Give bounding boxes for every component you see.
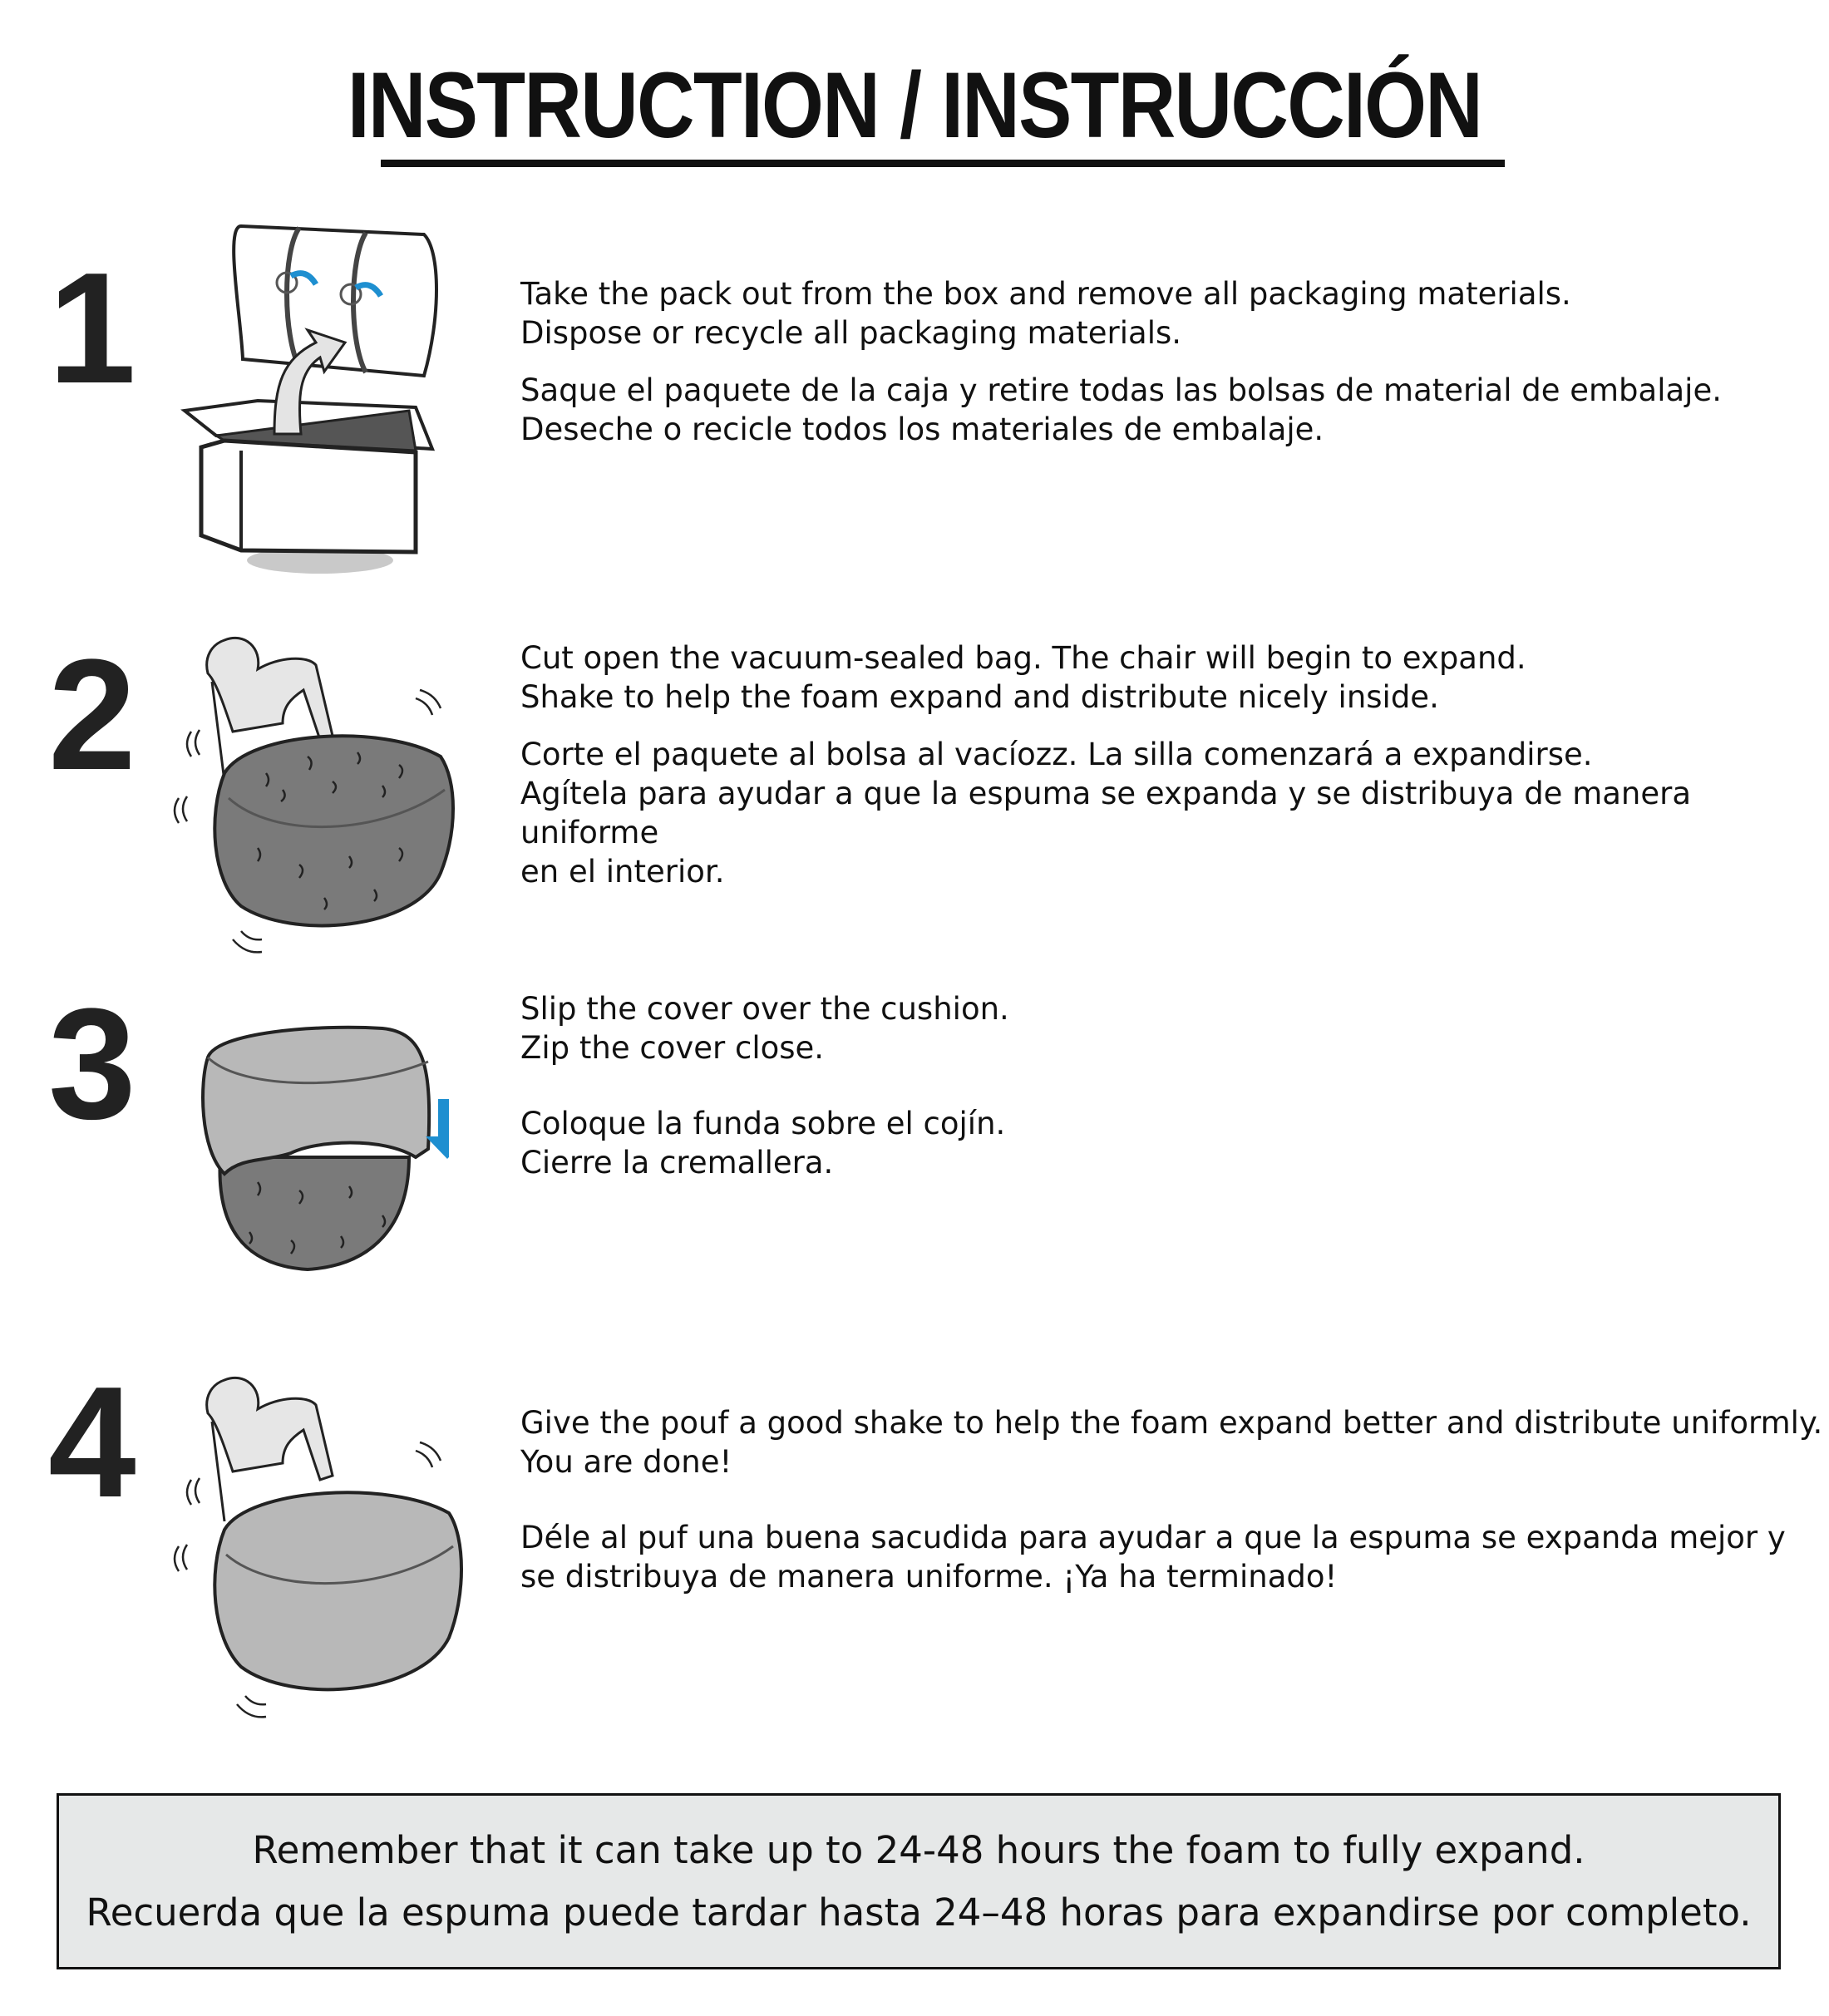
step-2-text: [520, 638, 1829, 891]
page-title: INSTRUCTION / INSTRUCCIÓN: [347, 53, 1482, 157]
step-1-number: 1: [48, 240, 133, 417]
step-1-spanish: Saque el paquete de la caja y retire todas las bolsas de material de embalaje. Deseche o recicle todos los materiales de embalaje.: [520, 372, 1722, 447]
step-4-text: [520, 1403, 1822, 1596]
cover-over-cushion-illustration-icon: [191, 1016, 449, 1282]
step-3-text: [520, 989, 1009, 1182]
step-4-english: Give the pouf a good shake to help the foam expand better and distribute uniformly. You are done!: [520, 1405, 1823, 1480]
expansion-note-box: [57, 1793, 1781, 1969]
step-3-english: Slip the cover over the cushion. Zip the cover close.: [520, 991, 1009, 1066]
step-1-text: [520, 274, 1722, 449]
step-3-number: 3: [48, 976, 133, 1152]
step-4-number: 4: [48, 1354, 133, 1530]
title-underline: [381, 160, 1505, 167]
person-shaking-pouf-illustration-icon: [166, 1372, 482, 1738]
step-1-english: Take the pack out from the box and remove all packaging materials. Dispose or recycle all packaging materials.: [520, 276, 1571, 351]
note-spanish: Recuerda que la espuma puede tardar hasta 24–48 horas para expandirse por completo.: [86, 1890, 1752, 1935]
box-unpack-illustration-icon: [175, 218, 449, 584]
step-2-english: Cut open the vacuum-sealed bag. The chair will begin to expand. Shake to help the foam expand and distribute nicely inside.: [520, 640, 1526, 715]
step-2-spanish: Corte el paquete al bolsa al vacíozz. La silla comenzará a expandirse. Agítela para ayudar a que la espuma se expanda y se distribuya de manera uniforme en el interior.: [520, 737, 1692, 890]
note-english: Remember that it can take up to 24-48 hours the foam to fully expand.: [252, 1828, 1585, 1872]
step-3-spanish: Coloque la funda sobre el cojín. Cierre la cremallera.: [520, 1106, 1006, 1181]
step-2-number: 2: [48, 627, 133, 803]
step-4-spanish: Déle al puf una buena sacudida para ayudar a que la espuma se expanda mejor y se distribuya de manera uniforme. ¡Ya ha terminado!: [520, 1520, 1786, 1595]
person-shaking-foam-illustration-icon: [166, 632, 482, 964]
